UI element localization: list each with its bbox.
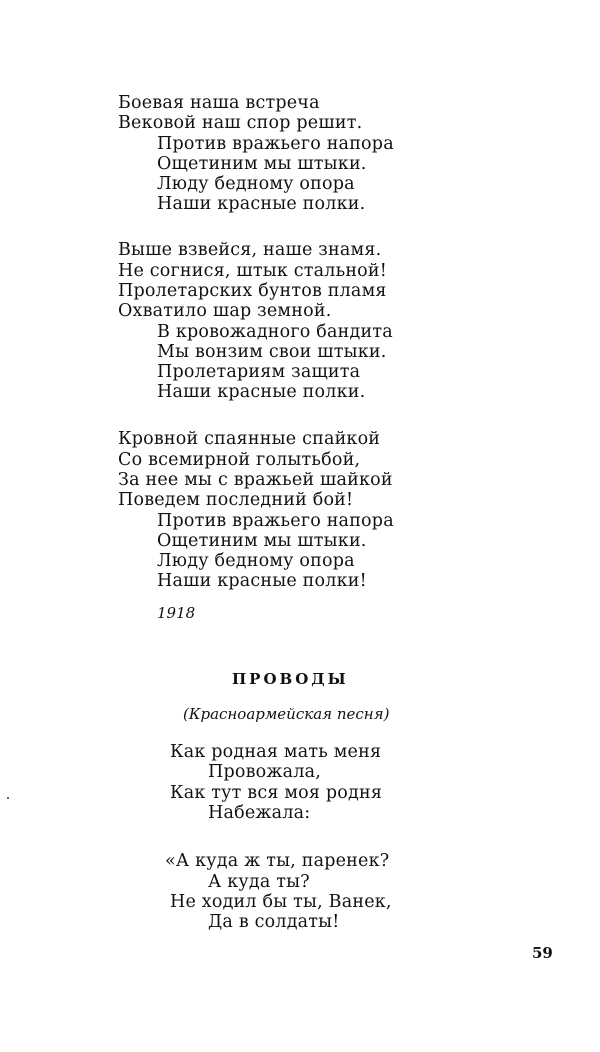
poem-line: Не ходил бы ты, Ванек, — [170, 892, 392, 912]
poem-line: Люду бедному опора — [157, 174, 355, 194]
poem-line: Провожала, — [208, 762, 322, 782]
poem-line: Против вражьего напора — [157, 511, 394, 531]
poem-line: Охватило шар земной. — [118, 301, 332, 321]
poem-line: Как родная мать меня — [170, 742, 382, 762]
poem-line: В кровожадного бандита — [157, 322, 393, 342]
poem-line: Ощетиним мы штыки. — [157, 154, 367, 174]
poem-line: Пролетариям защита — [157, 362, 361, 382]
poem-line: Выше взвейся, наше знамя. — [118, 240, 382, 260]
poem-line: Пролетарских бунтов пламя — [118, 281, 387, 301]
poem-line: Со всемирной голытьбой, — [118, 450, 361, 470]
poem-line: Не согнися, штык стальной! — [118, 261, 388, 281]
poem-line: Кровной спаянные спайкой — [118, 429, 381, 449]
page-number: 59 — [532, 944, 553, 962]
poem-line: Люду бедному опора — [157, 551, 355, 571]
poem-line: Да в солдаты! — [208, 912, 340, 932]
poem-title: ПРОВОДЫ — [232, 670, 349, 688]
poem-date: 1918 — [157, 604, 196, 622]
poem-line: Наши красные полки! — [157, 571, 367, 591]
poem-line: А куда ты? — [208, 872, 310, 892]
poem-line: Ощетиним мы штыки. — [157, 531, 367, 551]
poem-line: Вековой наш спор решит. — [118, 113, 363, 133]
poem-line: Поведем последний бой! — [118, 490, 354, 510]
poem-line: Боевая наша встреча — [118, 93, 320, 113]
scan-speck — [7, 797, 9, 799]
poem-line: За нее мы с вражьей шайкой — [118, 470, 393, 490]
poem-line: Набежала: — [208, 803, 311, 823]
poem-line: Как тут вся моя родня — [170, 783, 383, 803]
poem-line: Наши красные полки. — [157, 194, 366, 214]
poem-line: Против вражьего напора — [157, 134, 394, 154]
poem-line: «А куда ж ты, паренек? — [165, 851, 390, 871]
poem-line: Мы вонзим свои штыки. — [157, 342, 387, 362]
poem-subtitle: (Красноармейская песня) — [183, 705, 390, 723]
poem-line: Наши красные полки. — [157, 382, 366, 402]
